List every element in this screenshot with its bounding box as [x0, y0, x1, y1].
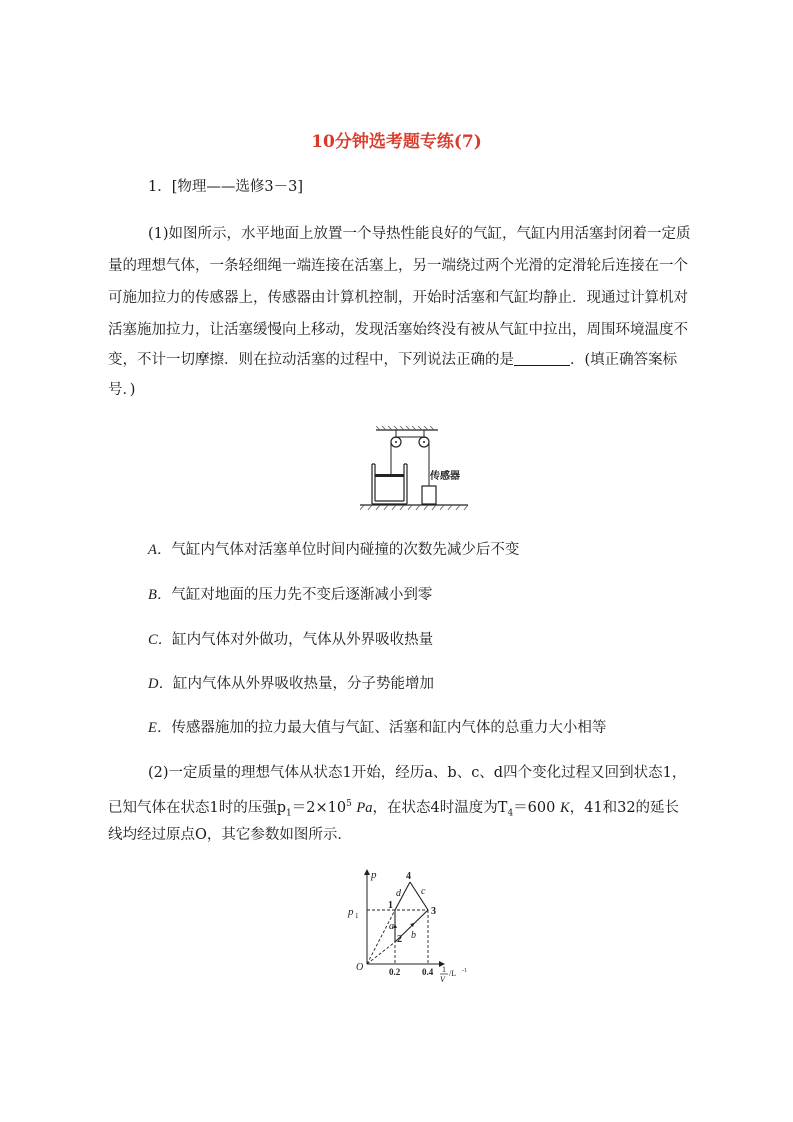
option-b-text: 气缸对地面的压力先不变后逐渐减小到零 [171, 587, 433, 603]
sensor-box [422, 486, 436, 504]
part1-line-5-tail: ．(填正确答案标 [570, 352, 678, 368]
p-invV-graph [340, 866, 480, 984]
part2-line-1: (2)一定质量的理想气体从状态1开始，经历a、b、c、d四个变化过程又回到状态1， [148, 765, 687, 781]
part2-text-a: 已知气体在状态1时的压强p [108, 799, 287, 816]
option-d-text: 缸内气体从外界吸收热量，分子势能增加 [172, 676, 434, 692]
option-c-letter: C． [148, 632, 173, 648]
part1-line-2: 量的理想气体，一条轻细绳一端连接在活塞上，另一端绕过两个光滑的定滑轮后连接在一个 [108, 258, 688, 274]
part2-text-e: ，41和32的延长 [569, 799, 680, 816]
option-a-text: 气缸内气体对活塞单位时间内碰撞的次数先减少后不变 [171, 542, 520, 558]
piston [375, 474, 404, 477]
part2-unit-pa: Pa [356, 799, 373, 816]
x-axis-unit-sup: -1 [462, 968, 467, 974]
option-c[interactable] [148, 630, 433, 650]
process-b-label: b [411, 930, 416, 941]
apparatus-figure [360, 426, 470, 511]
x-axis-numerator: 1 [442, 965, 446, 974]
part2-sub-1: 1 [286, 808, 292, 819]
part1-line-6: 号．) [108, 382, 136, 398]
p1-label: p [348, 906, 354, 918]
part2-text-b: ＝2×10 [291, 799, 347, 816]
p1-sub: 1 [355, 912, 359, 920]
part2-text-c: ，在状态4时温度为T [372, 799, 508, 816]
process-a-label: a [389, 921, 394, 932]
option-b-letter: B． [148, 587, 172, 603]
state-1-label: 1 [388, 900, 393, 911]
answer-blank[interactable] [514, 365, 570, 366]
option-d[interactable] [148, 674, 434, 694]
tick-0.2: 0.2 [389, 967, 401, 977]
process-d-label: d [396, 888, 401, 899]
part1-line-4: 活塞施加拉力，让活塞缓慢向上移动，发现活塞始终没有被从气缸中拉出，周围环境温度不 [108, 322, 688, 338]
option-e-letter: E． [148, 720, 172, 736]
part2-unit-k: K [559, 799, 570, 816]
part2-sup: 5 [346, 799, 352, 809]
option-a[interactable] [148, 540, 519, 560]
option-b[interactable] [148, 585, 432, 605]
state-3-label: 3 [431, 906, 436, 917]
question-header: 1．[物理——选修3－3] [148, 179, 303, 195]
option-e[interactable] [148, 718, 606, 738]
part2-line-3: 线均经过原点O，其它参数如图所示． [108, 827, 352, 843]
part1-line-5-text: 变，不计一切摩擦．则在拉动活塞的过程中，下列说法正确的是 [108, 352, 514, 368]
x-axis-unit: /L [449, 969, 457, 978]
x-axis-denominator: V [440, 975, 445, 984]
process-c-label: c [421, 886, 426, 897]
option-e-text: 传感器施加的拉力最大值与气缸、活塞和缸内气体的总重力大小相等 [171, 720, 607, 736]
part1-line-1: (1)如图所示，水平地面上放置一个导热性能良好的气缸，气缸内用活塞封闭着一定质 [148, 226, 691, 242]
part1-line-3: 可施加拉力的传感器上，传感器由计算机控制，开始时活塞和气缸均静止．现通过计算机对 [108, 290, 688, 306]
gas-cylinder [372, 464, 407, 504]
tick-0.4: 0.4 [422, 967, 434, 977]
part2-line-2 [108, 794, 679, 824]
origin-label: O [356, 962, 364, 973]
part2-sub-4: 4 [507, 808, 514, 819]
option-d-letter: D． [148, 676, 173, 692]
part1-line-5 [108, 350, 677, 370]
option-a-letter: A． [148, 542, 172, 558]
page-title: 10分钟选考题专练(7) [311, 132, 482, 152]
part2-text-d: ＝600 [513, 799, 556, 816]
sensor-label: 传感器 [430, 471, 460, 482]
state-4-label: 4 [406, 871, 411, 882]
option-c-text: 缸内气体对外做功，气体从外界吸收热量 [172, 632, 434, 648]
y-axis-label: p [371, 869, 377, 881]
state-2-label: 2 [397, 934, 402, 945]
